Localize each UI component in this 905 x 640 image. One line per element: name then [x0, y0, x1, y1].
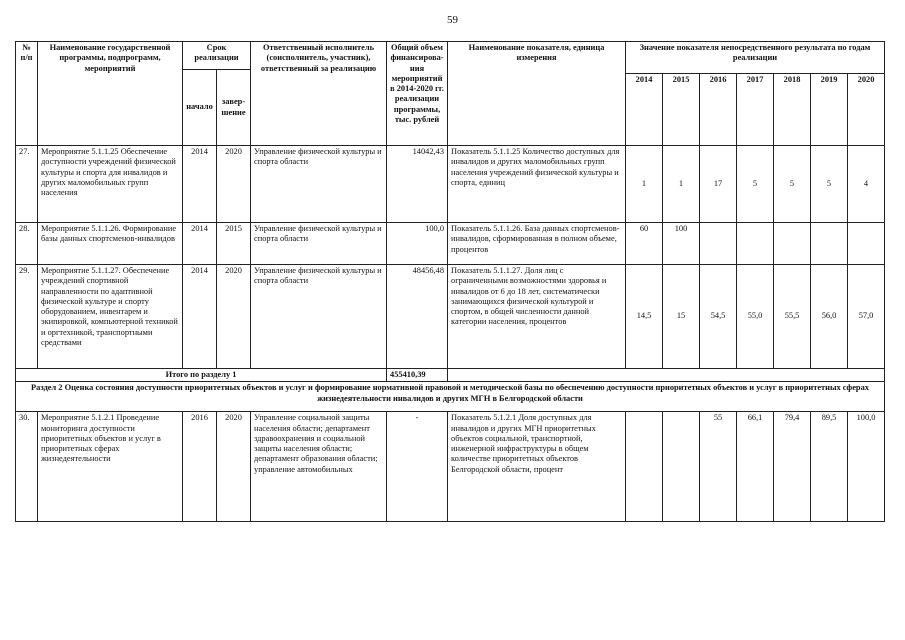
row-value: [663, 412, 700, 522]
row-value: 1: [626, 146, 663, 223]
row-indicator: Показатель 5.1.1.25 Количество доступных для инвалидов и других маломобильных групп населения учреждений физической культуры и спорта, единиц: [448, 146, 626, 223]
row-responsible: Управление социальной защиты населения области; департамент здравоохранения и социальной защиты населения области; департамент образования области; управление автомобильных: [251, 412, 387, 522]
header-year: 2017: [737, 74, 774, 146]
row-num: 29.: [16, 265, 38, 369]
row-value: [848, 223, 885, 265]
row-value: 100,0: [848, 412, 885, 522]
row-start: 2014: [183, 223, 217, 265]
row-name: Мероприятие 5.1.1.27. Обеспечение учреждений спортивной направленности по адаптивной физической культуре и спорту оборудованием, инвентарем и экипировкой, компьютерной техникой и оргтехникой, транспортными средствами: [38, 265, 183, 369]
total-label: Итого по разделу 1: [16, 369, 387, 382]
row-volume: 100,0: [387, 223, 448, 265]
header-volume: Общий объем финансирова-ния мероприятий в 2014-2020 гг. реализации программы, тыс. рублей: [387, 42, 448, 146]
row-value: [737, 223, 774, 265]
row-value: 4: [848, 146, 885, 223]
table-row: [16, 223, 885, 265]
row-value: [626, 412, 663, 522]
row-value: 5: [737, 146, 774, 223]
row-value: 100: [663, 223, 700, 265]
row-value: 54,5: [700, 265, 737, 369]
row-value: 55,5: [774, 265, 811, 369]
row-name: Мероприятие 5.1.1.25 Обеспечение доступности учреждений физической культуры и спорта для инвалидов и других маломобильных групп населения: [38, 146, 183, 223]
header-year: 2015: [663, 74, 700, 146]
row-volume: 14042,43: [387, 146, 448, 223]
header-year: 2018: [774, 74, 811, 146]
header-year: 2020: [848, 74, 885, 146]
row-responsible: Управление физической культуры и спорта области: [251, 146, 387, 223]
row-num: 27.: [16, 146, 38, 223]
header-indicator: Наименование показателя, единица измерения: [448, 42, 626, 146]
row-responsible: Управление физической культуры и спорта области: [251, 223, 387, 265]
total-empty: [448, 369, 885, 382]
row-indicator: Показатель 5.1.2.1 Доля доступных для инвалидов и других МГН приоритетных объектов социальной, транспортной, инженерной инфраструктуры в общем количестве приоритетных объектов Белгородской области, процент: [448, 412, 626, 522]
row-value: 56,0: [811, 265, 848, 369]
row-value: [811, 223, 848, 265]
page-number: 59: [447, 14, 458, 26]
row-start: 2014: [183, 146, 217, 223]
row-name: Мероприятие 5.1.1.26. Формирование базы данных спортсменов-инвалидов: [38, 223, 183, 265]
row-value: 55: [700, 412, 737, 522]
header-year: 2019: [811, 74, 848, 146]
row-indicator: Показатель 5.1.1.26. База данных спортсменов-инвалидов, сформированная в полном объеме, процентов: [448, 223, 626, 265]
table-row: [16, 265, 885, 369]
section-2-title: Раздел 2 Оценка состояния доступности приоритетных объектов и услуг и формирование нормативной правовой и методической базы по обеспечению доступности приоритетных объектов и услуг в приоритетных сферах жизнедеятельности инвалидов и других МГН в Белгородской области: [16, 382, 885, 412]
header-name: Наименование государственной программы, подпрограмм, мероприятий: [38, 42, 183, 146]
row-value: 1: [663, 146, 700, 223]
row-value: 5: [774, 146, 811, 223]
header-year: 2014: [626, 74, 663, 146]
total-value: 455410,39: [387, 369, 448, 382]
table-row: [16, 146, 885, 223]
row-value: 14,5: [626, 265, 663, 369]
row-end: 2020: [217, 146, 251, 223]
row-num: 28.: [16, 223, 38, 265]
row-start: 2014: [183, 265, 217, 369]
section-row: [16, 382, 885, 412]
row-volume: 48456,48: [387, 265, 448, 369]
program-table: [15, 41, 885, 522]
row-value: 57,0: [848, 265, 885, 369]
row-value: 66,1: [737, 412, 774, 522]
row-end: 2015: [217, 223, 251, 265]
row-start: 2016: [183, 412, 217, 522]
row-volume: -: [387, 412, 448, 522]
row-value: [774, 223, 811, 265]
row-responsible: Управление физической культуры и спорта области: [251, 265, 387, 369]
header-responsible: Ответственный исполнитель (соисполнитель, участник), ответственный за реализацию: [251, 42, 387, 146]
row-value: 79,4: [774, 412, 811, 522]
row-end: 2020: [217, 265, 251, 369]
header-values: Значение показателя непосредственного результата по годам реализации: [626, 42, 885, 74]
row-value: 15: [663, 265, 700, 369]
header-num: № п/п: [16, 42, 38, 146]
row-name: Мероприятие 5.1.2.1 Проведение мониторинга доступности приоритетных объектов и услуг в приоритетных сферах жизнедеятельности: [38, 412, 183, 522]
row-value: 89,5: [811, 412, 848, 522]
row-indicator: Показатель 5.1.1.27. Доля лиц с ограниченными возможностями здоровья и инвалидов от 6 до 18 лет, систематически занимающихся физической культурой и спортом, в общей численности данной категории населения, процентов: [448, 265, 626, 369]
row-end: 2020: [217, 412, 251, 522]
row-value: 17: [700, 146, 737, 223]
table-row: [16, 412, 885, 522]
header-period: Срок реализации: [183, 42, 251, 70]
row-value: [700, 223, 737, 265]
row-value: 5: [811, 146, 848, 223]
header-start: начало: [183, 70, 217, 146]
row-num: 30.: [16, 412, 38, 522]
total-row: [16, 369, 885, 382]
header-end: завер-шение: [217, 70, 251, 146]
header-year: 2016: [700, 74, 737, 146]
header-row-1: [16, 42, 885, 70]
row-value: 55,0: [737, 265, 774, 369]
row-value: 60: [626, 223, 663, 265]
